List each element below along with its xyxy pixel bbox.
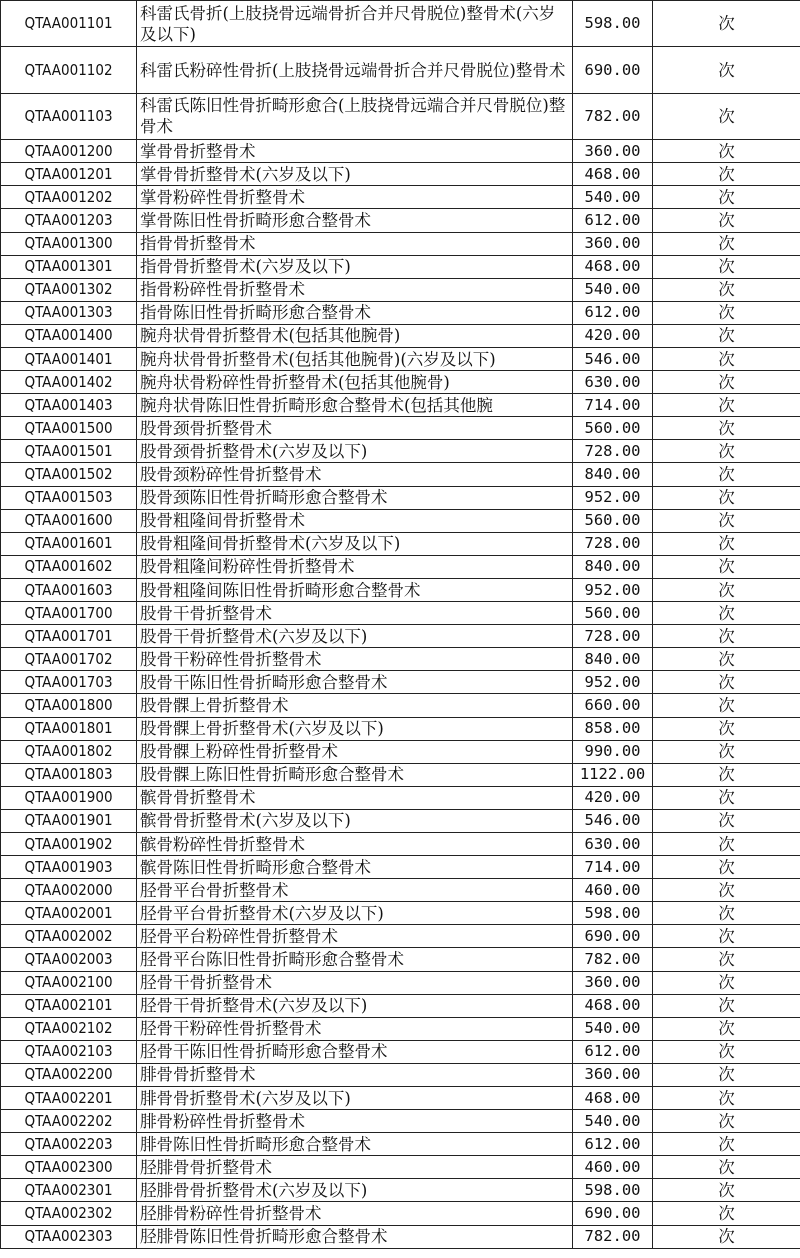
item-name-cell: 胫骨平台骨折整骨术 — [137, 879, 573, 902]
table-row — [1, 809, 800, 832]
unit-cell: 次 — [653, 532, 800, 555]
table-row — [1, 1040, 800, 1063]
table-row — [1, 163, 800, 186]
item-code-cell: QTAA001902 — [1, 832, 137, 855]
price-cell: 460.00 — [573, 879, 653, 902]
unit-cell: 次 — [653, 1087, 800, 1110]
unit-cell: 次 — [653, 925, 800, 948]
table-row — [1, 47, 800, 93]
unit-cell: 次 — [653, 394, 800, 417]
item-name-cell: 指骨陈旧性骨折畸形愈合整骨术 — [137, 301, 573, 324]
item-code-cell: QTAA002203 — [1, 1133, 137, 1156]
unit-cell: 次 — [653, 555, 800, 578]
item-code-cell: QTAA001200 — [1, 140, 137, 163]
item-name-cell: 掌骨骨折整骨术(六岁及以下) — [137, 163, 573, 186]
price-cell: 630.00 — [573, 371, 653, 394]
item-code-cell: QTAA002202 — [1, 1110, 137, 1133]
unit-cell: 次 — [653, 717, 800, 740]
price-cell: 952.00 — [573, 671, 653, 694]
table-row — [1, 717, 800, 740]
item-name-cell: 股骨干骨折整骨术(六岁及以下) — [137, 625, 573, 648]
price-cell: 360.00 — [573, 1063, 653, 1086]
item-name-cell: 股骨粗隆间骨折整骨术(六岁及以下) — [137, 532, 573, 555]
unit-cell: 次 — [653, 463, 800, 486]
item-name-cell: 股骨髁上陈旧性骨折畸形愈合整骨术 — [137, 763, 573, 786]
item-code-cell: QTAA001101 — [1, 1, 137, 47]
item-name-cell: 股骨髁上粉碎性骨折整骨术 — [137, 740, 573, 763]
table-row — [1, 856, 800, 879]
item-code-cell: QTAA002300 — [1, 1156, 137, 1179]
table-row — [1, 925, 800, 948]
item-code-cell: QTAA001203 — [1, 209, 137, 232]
price-cell: 1122.00 — [573, 763, 653, 786]
table-row — [1, 1063, 800, 1086]
price-cell: 546.00 — [573, 809, 653, 832]
unit-cell: 次 — [653, 140, 800, 163]
item-code-cell: QTAA001403 — [1, 394, 137, 417]
item-code-cell: QTAA001802 — [1, 740, 137, 763]
table-row — [1, 740, 800, 763]
unit-cell: 次 — [653, 763, 800, 786]
price-cell: 546.00 — [573, 348, 653, 371]
unit-cell: 次 — [653, 856, 800, 879]
table-row — [1, 1, 800, 47]
item-name-cell: 掌骨粉碎性骨折整骨术 — [137, 186, 573, 209]
unit-cell: 次 — [653, 994, 800, 1017]
price-cell: 714.00 — [573, 856, 653, 879]
item-name-cell: 股骨颈骨折整骨术(六岁及以下) — [137, 440, 573, 463]
price-cell: 728.00 — [573, 440, 653, 463]
item-code-cell: QTAA002302 — [1, 1202, 137, 1225]
table-row — [1, 602, 800, 625]
unit-cell: 次 — [653, 786, 800, 809]
unit-cell: 次 — [653, 93, 800, 139]
unit-cell: 次 — [653, 879, 800, 902]
unit-cell: 次 — [653, 509, 800, 532]
unit-cell: 次 — [653, 1202, 800, 1225]
item-code-cell: QTAA002103 — [1, 1040, 137, 1063]
item-name-cell: 髌骨陈旧性骨折畸形愈合整骨术 — [137, 856, 573, 879]
price-cell: 612.00 — [573, 1040, 653, 1063]
unit-cell: 次 — [653, 1063, 800, 1086]
table-row — [1, 324, 800, 347]
price-cell: 468.00 — [573, 1087, 653, 1110]
item-name-cell: 胫腓骨骨折整骨术 — [137, 1156, 573, 1179]
item-code-cell: QTAA001303 — [1, 301, 137, 324]
item-name-cell: 胫骨干骨折整骨术 — [137, 971, 573, 994]
item-name-cell: 胫骨干陈旧性骨折畸形愈合整骨术 — [137, 1040, 573, 1063]
item-code-cell: QTAA001103 — [1, 93, 137, 139]
item-code-cell: QTAA001501 — [1, 440, 137, 463]
item-name-cell: 腓骨骨折整骨术(六岁及以下) — [137, 1087, 573, 1110]
item-code-cell: QTAA001400 — [1, 324, 137, 347]
item-name-cell: 股骨干陈旧性骨折畸形愈合整骨术 — [137, 671, 573, 694]
item-code-cell: QTAA001500 — [1, 417, 137, 440]
price-cell: 420.00 — [573, 786, 653, 809]
table-row — [1, 209, 800, 232]
table-row — [1, 694, 800, 717]
price-cell: 612.00 — [573, 209, 653, 232]
item-code-cell: QTAA001700 — [1, 602, 137, 625]
unit-cell: 次 — [653, 809, 800, 832]
price-cell: 540.00 — [573, 1017, 653, 1040]
price-cell: 840.00 — [573, 463, 653, 486]
table-row — [1, 140, 800, 163]
unit-cell: 次 — [653, 971, 800, 994]
unit-cell: 次 — [653, 1017, 800, 1040]
unit-cell: 次 — [653, 348, 800, 371]
item-name-cell: 腕舟状骨粉碎性骨折整骨术(包括其他腕骨) — [137, 371, 573, 394]
unit-cell: 次 — [653, 324, 800, 347]
item-name-cell: 股骨髁上骨折整骨术 — [137, 694, 573, 717]
price-cell: 540.00 — [573, 1110, 653, 1133]
price-cell: 630.00 — [573, 832, 653, 855]
item-code-cell: QTAA002101 — [1, 994, 137, 1017]
unit-cell: 次 — [653, 671, 800, 694]
unit-cell: 次 — [653, 1179, 800, 1202]
item-name-cell: 胫骨平台陈旧性骨折畸形愈合整骨术 — [137, 948, 573, 971]
table-row — [1, 1225, 800, 1248]
unit-cell: 次 — [653, 163, 800, 186]
table-row — [1, 1017, 800, 1040]
price-cell: 560.00 — [573, 509, 653, 532]
unit-cell: 次 — [653, 902, 800, 925]
item-code-cell: QTAA001301 — [1, 255, 137, 278]
table-row — [1, 1202, 800, 1225]
item-name-cell: 股骨颈粉碎性骨折整骨术 — [137, 463, 573, 486]
table-row — [1, 971, 800, 994]
table-row — [1, 1110, 800, 1133]
unit-cell: 次 — [653, 47, 800, 93]
price-cell: 540.00 — [573, 278, 653, 301]
price-cell: 560.00 — [573, 417, 653, 440]
item-code-cell: QTAA002002 — [1, 925, 137, 948]
item-code-cell: QTAA001703 — [1, 671, 137, 694]
table-row — [1, 255, 800, 278]
table-row — [1, 532, 800, 555]
table-row — [1, 301, 800, 324]
item-name-cell: 科雷氏粉碎性骨折(上肢挠骨远端骨折合并尺骨脱位)整骨术 — [137, 47, 573, 93]
unit-cell: 次 — [653, 440, 800, 463]
item-code-cell: QTAA001901 — [1, 809, 137, 832]
price-cell: 990.00 — [573, 740, 653, 763]
unit-cell: 次 — [653, 948, 800, 971]
unit-cell: 次 — [653, 1133, 800, 1156]
item-name-cell: 胫骨干粉碎性骨折整骨术 — [137, 1017, 573, 1040]
item-name-cell: 髌骨粉碎性骨折整骨术 — [137, 832, 573, 855]
item-name-cell: 股骨粗隆间陈旧性骨折畸形愈合整骨术 — [137, 578, 573, 601]
item-code-cell: QTAA001600 — [1, 509, 137, 532]
unit-cell: 次 — [653, 578, 800, 601]
unit-cell: 次 — [653, 301, 800, 324]
table-row — [1, 625, 800, 648]
unit-cell: 次 — [653, 1110, 800, 1133]
table-row — [1, 948, 800, 971]
table-row — [1, 348, 800, 371]
item-name-cell: 胫腓骨陈旧性骨折畸形愈合整骨术 — [137, 1225, 573, 1248]
unit-cell: 次 — [653, 278, 800, 301]
item-code-cell: QTAA001502 — [1, 463, 137, 486]
table-row — [1, 994, 800, 1017]
item-code-cell: QTAA002102 — [1, 1017, 137, 1040]
price-cell: 468.00 — [573, 163, 653, 186]
price-cell: 714.00 — [573, 394, 653, 417]
unit-cell: 次 — [653, 1156, 800, 1179]
item-code-cell: QTAA002201 — [1, 1087, 137, 1110]
price-cell: 840.00 — [573, 555, 653, 578]
item-code-cell: QTAA001302 — [1, 278, 137, 301]
price-table-body — [1, 1, 800, 1249]
table-row — [1, 1087, 800, 1110]
item-code-cell: QTAA001602 — [1, 555, 137, 578]
price-cell: 598.00 — [573, 1179, 653, 1202]
unit-cell: 次 — [653, 417, 800, 440]
unit-cell: 次 — [653, 832, 800, 855]
table-row — [1, 648, 800, 671]
item-name-cell: 掌骨陈旧性骨折畸形愈合整骨术 — [137, 209, 573, 232]
price-cell: 690.00 — [573, 1202, 653, 1225]
unit-cell: 次 — [653, 371, 800, 394]
item-code-cell: QTAA001702 — [1, 648, 137, 671]
price-cell: 858.00 — [573, 717, 653, 740]
item-code-cell: QTAA002100 — [1, 971, 137, 994]
item-name-cell: 胫骨干骨折整骨术(六岁及以下) — [137, 994, 573, 1017]
price-cell: 782.00 — [573, 93, 653, 139]
item-name-cell: 胫骨平台粉碎性骨折整骨术 — [137, 925, 573, 948]
price-cell: 728.00 — [573, 625, 653, 648]
price-cell: 612.00 — [573, 301, 653, 324]
item-name-cell: 股骨颈陈旧性骨折畸形愈合整骨术 — [137, 486, 573, 509]
item-name-cell: 科雷氏骨折(上肢挠骨远端骨折合并尺骨脱位)整骨术(六岁及以下) — [137, 1, 573, 47]
price-cell: 782.00 — [573, 1225, 653, 1248]
price-cell: 460.00 — [573, 1156, 653, 1179]
item-code-cell: QTAA001601 — [1, 532, 137, 555]
unit-cell: 次 — [653, 255, 800, 278]
item-name-cell: 股骨干骨折整骨术 — [137, 602, 573, 625]
table-row — [1, 671, 800, 694]
price-cell: 560.00 — [573, 602, 653, 625]
table-row — [1, 763, 800, 786]
table-row — [1, 1156, 800, 1179]
price-cell: 782.00 — [573, 948, 653, 971]
unit-cell: 次 — [653, 1, 800, 47]
price-cell: 360.00 — [573, 140, 653, 163]
price-cell: 660.00 — [573, 694, 653, 717]
item-name-cell: 指骨骨折整骨术 — [137, 232, 573, 255]
item-code-cell: QTAA001603 — [1, 578, 137, 601]
item-name-cell: 股骨颈骨折整骨术 — [137, 417, 573, 440]
item-name-cell: 胫腓骨骨折整骨术(六岁及以下) — [137, 1179, 573, 1202]
item-name-cell: 腕舟状骨骨折整骨术(包括其他腕骨) — [137, 324, 573, 347]
item-name-cell: 胫腓骨粉碎性骨折整骨术 — [137, 1202, 573, 1225]
item-code-cell: QTAA001102 — [1, 47, 137, 93]
unit-cell: 次 — [653, 1225, 800, 1248]
unit-cell: 次 — [653, 486, 800, 509]
table-row — [1, 394, 800, 417]
table-row — [1, 463, 800, 486]
item-code-cell: QTAA001402 — [1, 371, 137, 394]
item-name-cell: 股骨干粉碎性骨折整骨术 — [137, 648, 573, 671]
price-cell: 952.00 — [573, 486, 653, 509]
item-code-cell: QTAA001202 — [1, 186, 137, 209]
item-name-cell: 指骨粉碎性骨折整骨术 — [137, 278, 573, 301]
unit-cell: 次 — [653, 186, 800, 209]
item-code-cell: QTAA001800 — [1, 694, 137, 717]
item-code-cell: QTAA001201 — [1, 163, 137, 186]
price-cell: 420.00 — [573, 324, 653, 347]
price-cell: 468.00 — [573, 255, 653, 278]
item-name-cell: 股骨髁上骨折整骨术(六岁及以下) — [137, 717, 573, 740]
price-cell: 360.00 — [573, 232, 653, 255]
item-code-cell: QTAA001803 — [1, 763, 137, 786]
item-name-cell: 掌骨骨折整骨术 — [137, 140, 573, 163]
item-code-cell: QTAA001503 — [1, 486, 137, 509]
item-code-cell: QTAA002200 — [1, 1063, 137, 1086]
table-row — [1, 555, 800, 578]
unit-cell: 次 — [653, 232, 800, 255]
item-name-cell: 腓骨陈旧性骨折畸形愈合整骨术 — [137, 1133, 573, 1156]
table-row — [1, 1133, 800, 1156]
table-row — [1, 371, 800, 394]
table-row — [1, 832, 800, 855]
price-cell: 690.00 — [573, 925, 653, 948]
item-code-cell: QTAA001701 — [1, 625, 137, 648]
item-code-cell: QTAA002301 — [1, 1179, 137, 1202]
price-cell: 468.00 — [573, 994, 653, 1017]
item-name-cell: 股骨粗隆间骨折整骨术 — [137, 509, 573, 532]
price-cell: 690.00 — [573, 47, 653, 93]
item-code-cell: QTAA002001 — [1, 902, 137, 925]
price-cell: 360.00 — [573, 971, 653, 994]
unit-cell: 次 — [653, 602, 800, 625]
item-code-cell: QTAA001903 — [1, 856, 137, 879]
item-name-cell: 腓骨骨折整骨术 — [137, 1063, 573, 1086]
item-name-cell: 髌骨骨折整骨术 — [137, 786, 573, 809]
item-code-cell: QTAA001300 — [1, 232, 137, 255]
price-cell: 840.00 — [573, 648, 653, 671]
table-row — [1, 786, 800, 809]
item-name-cell: 胫骨平台骨折整骨术(六岁及以下) — [137, 902, 573, 925]
item-name-cell: 髌骨骨折整骨术(六岁及以下) — [137, 809, 573, 832]
item-name-cell: 股骨粗隆间粉碎性骨折整骨术 — [137, 555, 573, 578]
unit-cell: 次 — [653, 694, 800, 717]
price-cell: 728.00 — [573, 532, 653, 555]
unit-cell: 次 — [653, 209, 800, 232]
price-cell: 598.00 — [573, 902, 653, 925]
table-row — [1, 879, 800, 902]
price-cell: 612.00 — [573, 1133, 653, 1156]
item-name-cell: 科雷氏陈旧性骨折畸形愈合(上肢挠骨远端合并尺骨脱位)整骨术 — [137, 93, 573, 139]
price-cell: 952.00 — [573, 578, 653, 601]
table-row — [1, 440, 800, 463]
table-row — [1, 578, 800, 601]
unit-cell: 次 — [653, 740, 800, 763]
item-code-cell: QTAA001900 — [1, 786, 137, 809]
table-row — [1, 417, 800, 440]
table-row — [1, 93, 800, 139]
item-name-cell: 腓骨粉碎性骨折整骨术 — [137, 1110, 573, 1133]
item-name-cell: 指骨骨折整骨术(六岁及以下) — [137, 255, 573, 278]
unit-cell: 次 — [653, 648, 800, 671]
item-code-cell: QTAA002000 — [1, 879, 137, 902]
item-code-cell: QTAA001401 — [1, 348, 137, 371]
unit-cell: 次 — [653, 625, 800, 648]
price-cell: 540.00 — [573, 186, 653, 209]
item-name-cell: 腕舟状骨骨折整骨术(包括其他腕骨)(六岁及以下) — [137, 348, 573, 371]
item-name-cell: 腕舟状骨陈旧性骨折畸形愈合整骨术(包括其他腕 — [137, 394, 573, 417]
price-cell: 598.00 — [573, 1, 653, 47]
table-row — [1, 278, 800, 301]
table-row — [1, 902, 800, 925]
table-row — [1, 186, 800, 209]
table-row — [1, 232, 800, 255]
unit-cell: 次 — [653, 1040, 800, 1063]
item-code-cell: QTAA001801 — [1, 717, 137, 740]
table-row — [1, 486, 800, 509]
item-code-cell: QTAA002303 — [1, 1225, 137, 1248]
item-code-cell: QTAA002003 — [1, 948, 137, 971]
table-row — [1, 1179, 800, 1202]
table-row — [1, 509, 800, 532]
